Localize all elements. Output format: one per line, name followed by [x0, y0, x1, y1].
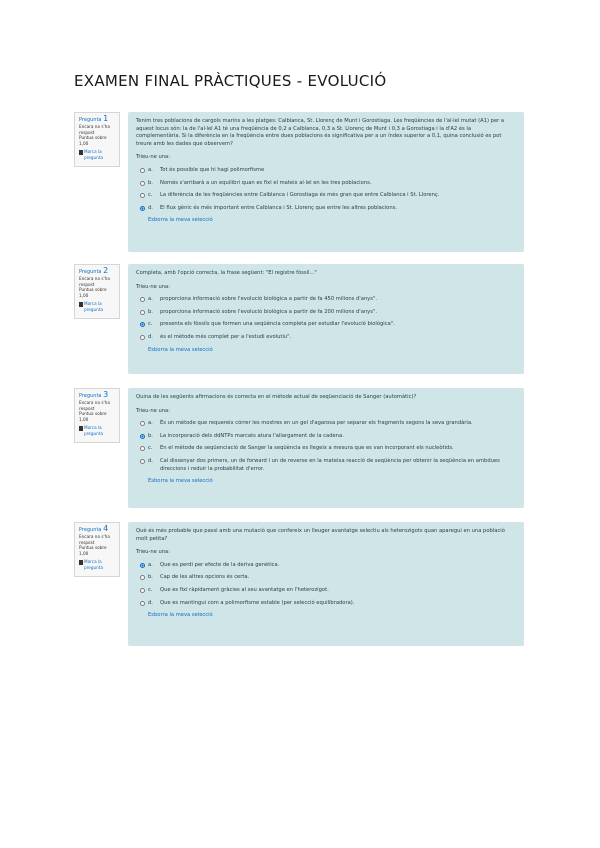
answer-label: Trieu-ne una:: [136, 549, 170, 556]
clear-selection-link[interactable]: Esborra la meva selecció: [148, 346, 213, 353]
question-marks: Puntua sobre 1,00: [79, 287, 107, 299]
question-info: [74, 522, 120, 577]
answer-option[interactable]: c. La diferència de les freqüències entre Calblanca i Gorostiaga és més gran que entre Calblanca i St. Llorenç.: [140, 192, 516, 200]
answer-option[interactable]: a. proporciona informació sobre l'evolució biològica a partir de fa 450 milions d'anys".: [140, 296, 516, 304]
question-status: Encara no s'ha respost: [79, 275, 110, 287]
question-3: [74, 388, 524, 508]
question-marks: Puntua sobre 1,00: [79, 135, 107, 147]
radio-button[interactable]: [140, 459, 145, 464]
answer-option[interactable]: b. proporciona informació sobre l'evolució biològica a partir de fa 200 milions d'anys".: [140, 309, 516, 317]
question-status: Encara no s'ha respost: [79, 533, 110, 545]
radio-button-selected[interactable]: [140, 563, 145, 568]
answer-option[interactable]: d. El flux gènic és més important entre Calblanca i St. Llorenç que entre les altres poblacions.: [140, 205, 516, 213]
flag-icon: [79, 302, 83, 307]
radio-button[interactable]: [140, 575, 145, 580]
radio-button[interactable]: [140, 297, 145, 302]
answer-label: Trieu-ne una:: [136, 283, 170, 290]
clear-selection-link[interactable]: Esborra la meva selecció: [148, 478, 213, 485]
question-prompt: Què és més probable que passi amb una mutació que confereix un lleuger avantatge selectiu als heterozigots quan aparegui en una població molt petita?: [136, 528, 505, 542]
answer-option[interactable]: d. Cal dissenyar dos primers, un de forward i un de reverse en la mateixa reacció de seqüència per obtenir la seqüència en ambdues direccions i reduir la probabilitat d'error.: [140, 458, 516, 473]
question-info: [74, 112, 120, 167]
answer-option[interactable]: c. Que es fixi ràpidament gràcies al seu avantatge en l'heterozigot.: [140, 587, 516, 595]
radio-button[interactable]: [140, 168, 145, 173]
answer-option[interactable]: c. presenta els fòssils que formen una seqüència completa per estudiar l'evolució biològica".: [140, 321, 516, 329]
question-status: Encara no s'ha respost: [79, 123, 110, 135]
answer-option[interactable]: b. Cap de les altres opcions és certa.: [140, 574, 516, 582]
radio-button[interactable]: [140, 446, 145, 451]
question-4: [74, 522, 524, 646]
flag-question-link[interactable]: Marca la pregunta: [79, 559, 116, 571]
radio-button[interactable]: [140, 193, 145, 198]
radio-button-selected[interactable]: [140, 322, 145, 327]
question-status: Encara no s'ha respost: [79, 399, 110, 411]
question-info: [74, 388, 120, 443]
answer-option[interactable]: a. Que es perdi per efecte de la deriva genètica.: [140, 562, 516, 570]
answer-label: Trieu-ne una:: [136, 407, 170, 414]
radio-button[interactable]: [140, 335, 145, 340]
question-prompt: Completa, amb l'opció correcta, la frase següent: "El registre fòssil...": [136, 270, 317, 276]
answer-option[interactable]: b. La incorporació dels ddNTPs marcats atura l'allargament de la cadena.: [140, 433, 516, 441]
clear-selection-link[interactable]: Esborra la meva selecció: [148, 217, 213, 224]
question-number: Pregunta 3: [79, 390, 109, 399]
clear-selection-link[interactable]: Esborra la meva selecció: [148, 612, 213, 619]
radio-button-selected[interactable]: [140, 434, 145, 439]
question-info: [74, 264, 120, 319]
question-number: Pregunta 4: [79, 524, 109, 533]
question-content: [128, 264, 524, 374]
answer-option[interactable]: a. És un mètode que requereix córrer les mostres en un gel d'agarosa per separar els fragments segons la seva grandària.: [140, 420, 516, 428]
answer-option[interactable]: c. En el mètode de seqüenciació de Sanger la seqüència es llegeix a mesura que es van incorporant els nucleòtids.: [140, 445, 516, 453]
answer-label: Trieu-ne una:: [136, 154, 170, 161]
flag-question-link[interactable]: Marca la pregunta: [79, 149, 116, 161]
radio-button[interactable]: [140, 310, 145, 315]
answer-option[interactable]: d. és el mètode més complet per a l'estudi evolutiu".: [140, 334, 516, 342]
question-prompt: Quina de les següents afirmacions és correcta en el mètode actual de seqüenciació de Sanger (automàtic)?: [136, 394, 417, 400]
question-content: [128, 388, 524, 508]
question-2: [74, 264, 524, 374]
radio-button-selected[interactable]: [140, 206, 145, 211]
question-marks: Puntua sobre 1,00: [79, 411, 107, 423]
page-title: EXAMEN FINAL PRÀCTIQUES - EVOLUCIÓ: [74, 72, 387, 90]
radio-button[interactable]: [140, 588, 145, 593]
question-marks: Puntua sobre 1,00: [79, 545, 107, 557]
flag-icon: [79, 560, 83, 565]
question-number: Pregunta 2: [79, 266, 109, 275]
question-content: [128, 522, 524, 646]
question-number: Pregunta 1: [79, 114, 109, 123]
radio-button[interactable]: [140, 421, 145, 426]
question-prompt: Tenim tres poblacions de cargols marins a les platges: Calblanca, St. Llorenç de Munt i Gorostiaga. Les freqüències de l'al·lel mutat (A1) per a aquest locus són: la de l'al·lel A1 té una freqüència de 0,2 a Calblanca, 0,3 a St. Llorenç de Munt i 0,3 a Gorostiaga i la d'A2 és la complementària. Si la diferència en la freqüència entre dues poblacions és significativa per a un índex superior a 0,1, quina conclusió es pot treure amb les dades que observem?: [136, 118, 505, 147]
question-1: [74, 112, 524, 252]
answer-option[interactable]: d. Que es mantingui com a polimorfisme estable (per selecció equilibradora).: [140, 600, 516, 608]
flag-icon: [79, 150, 83, 155]
flag-question-link[interactable]: Marca la pregunta: [79, 301, 116, 313]
radio-button[interactable]: [140, 181, 145, 186]
answer-option[interactable]: a. Tot és possible que hi hagi polimorfisme: [140, 167, 516, 175]
flag-icon: [79, 426, 83, 431]
question-content: [128, 112, 524, 252]
flag-question-link[interactable]: Marca la pregunta: [79, 425, 116, 437]
answer-option[interactable]: b. Només s'arribarà a un equilibri quan es fixi el mateix al·lel en les tres poblacions.: [140, 180, 516, 188]
radio-button[interactable]: [140, 601, 145, 606]
